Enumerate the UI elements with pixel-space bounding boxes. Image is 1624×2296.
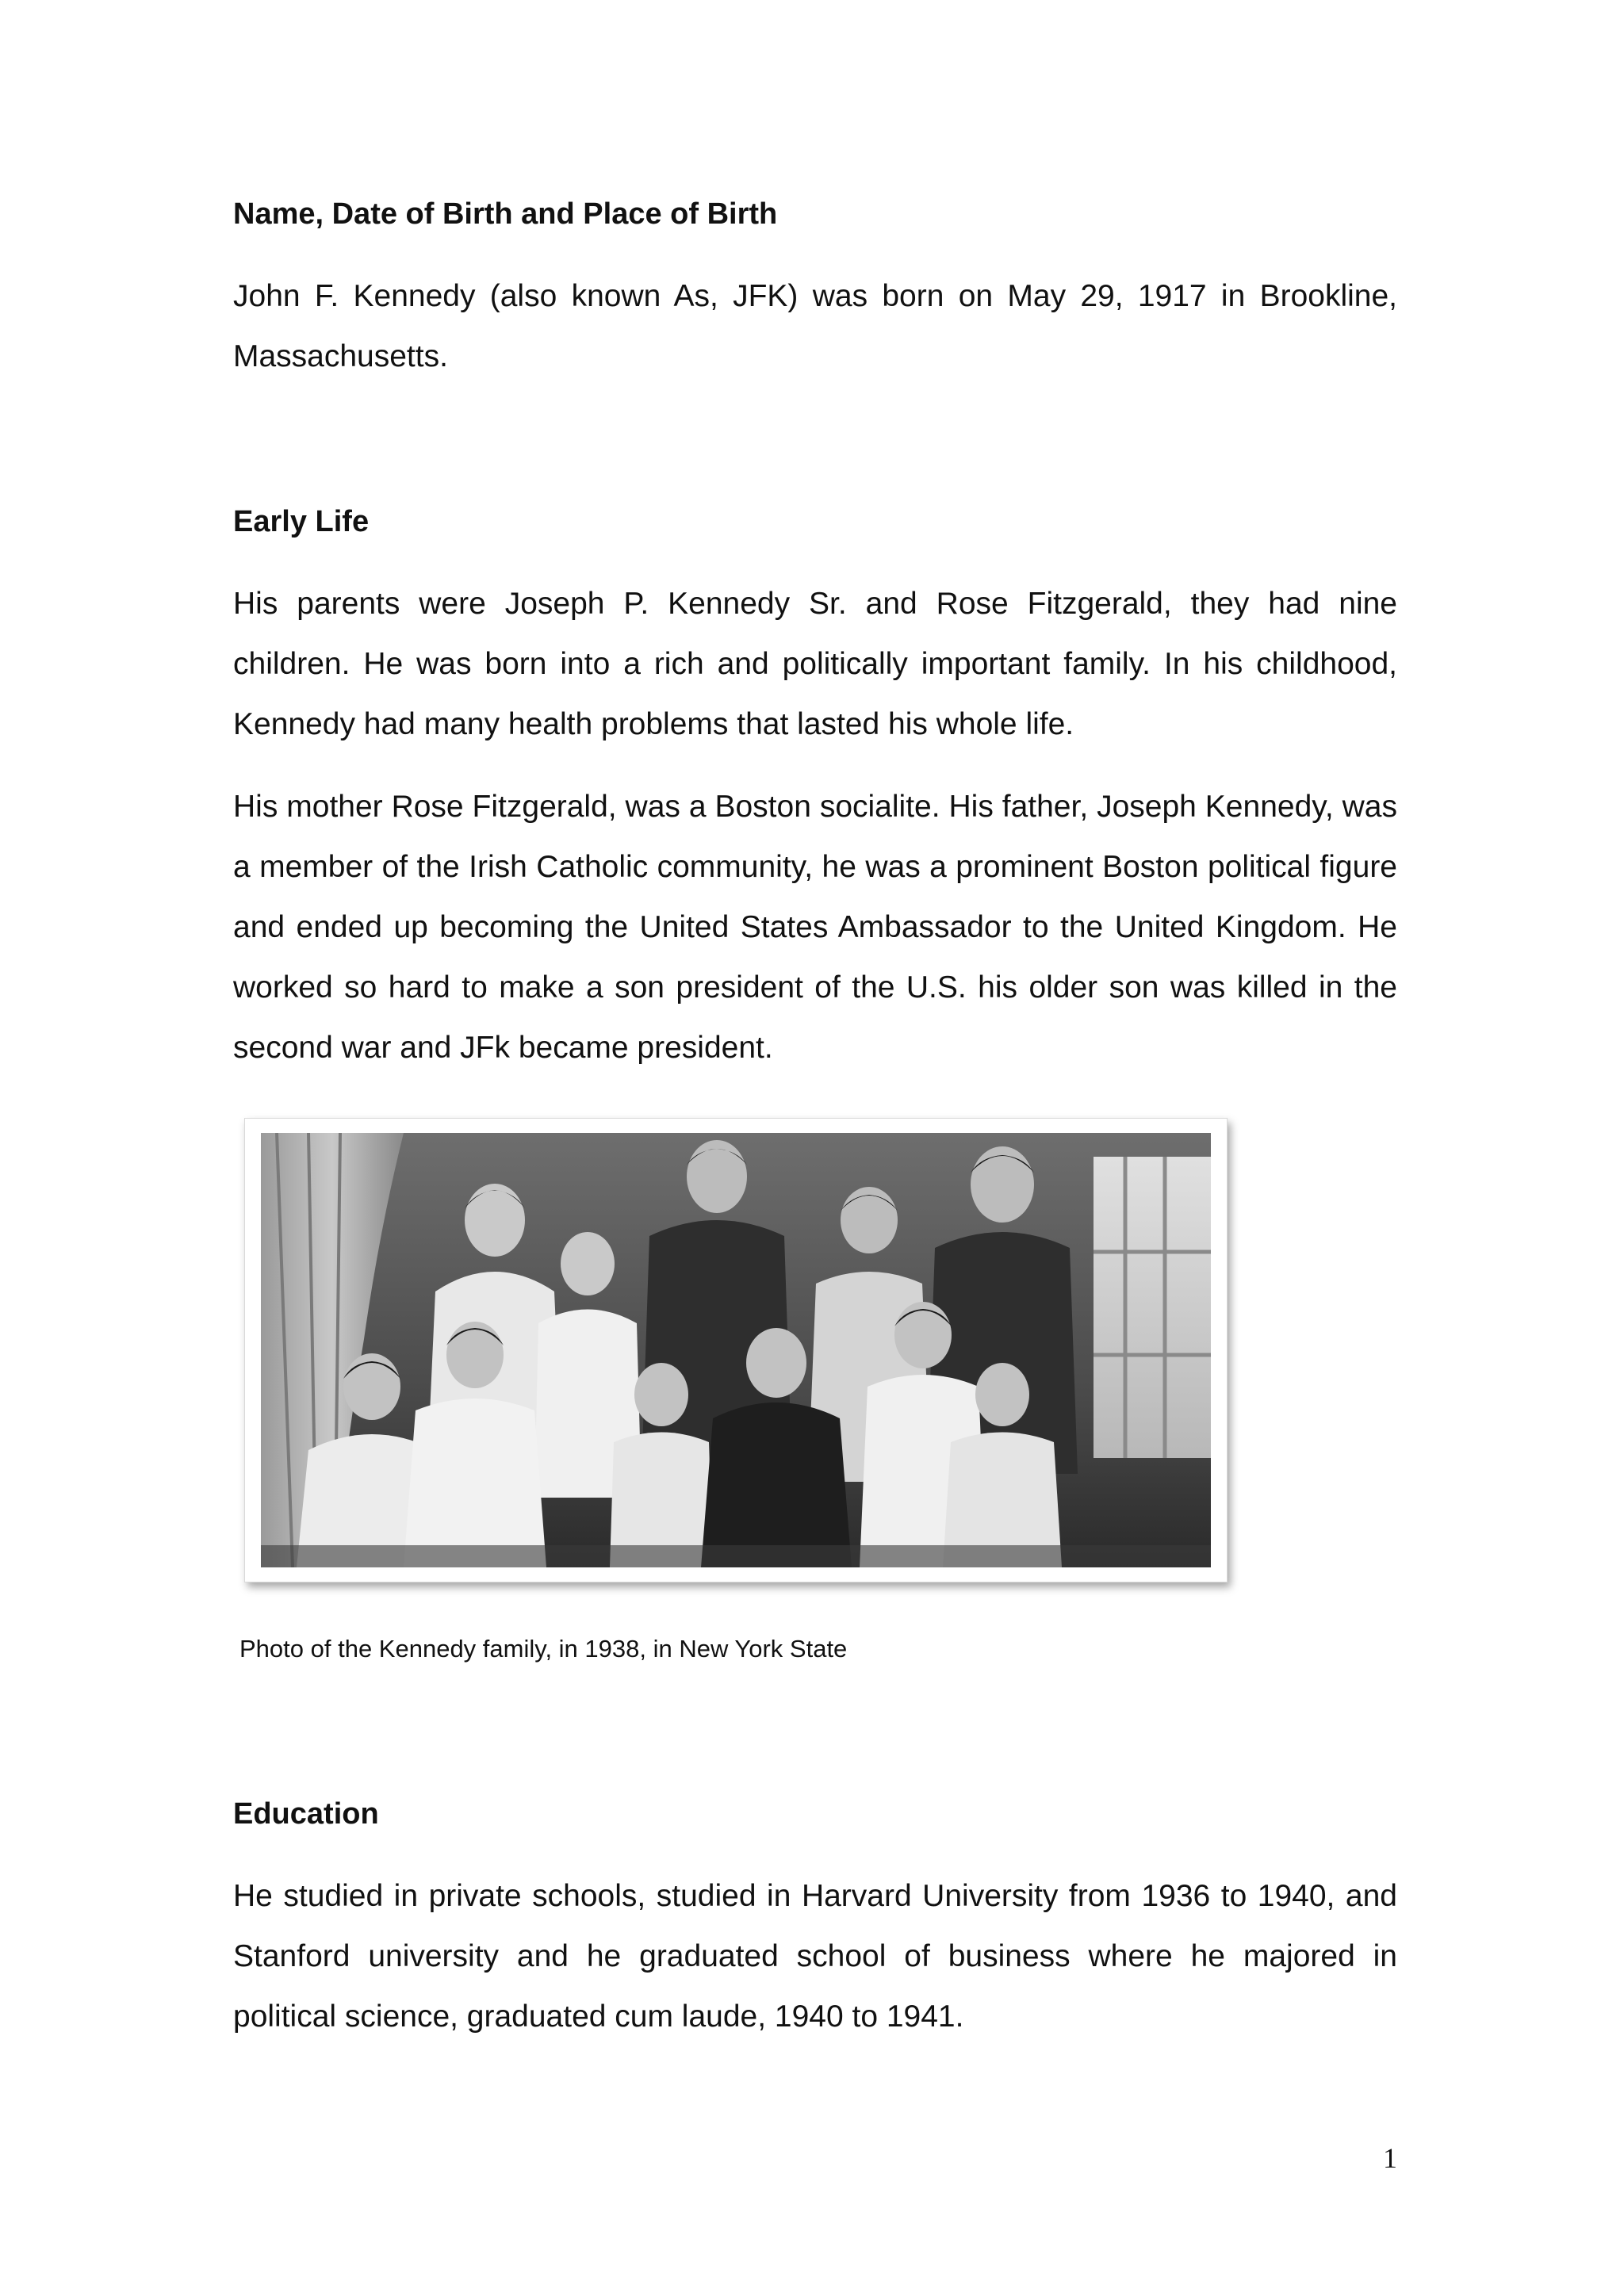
paragraph-birth: John F. Kennedy (also known As, JFK) was born on May 29, 1917 in Brookline, Massachusetts. (233, 279, 1397, 373)
heading-early-life: Early Life (233, 505, 370, 538)
heading-education: Education (233, 1797, 379, 1831)
paragraph-early-life-2: His mother Rose Fitzgerald, was a Boston socialite. His father, Joseph Kennedy, was a member of the Irish Catholic community, he was a prominent Boston political figure and ended up becoming the United States Ambassador to the United Kingdom. He worked so hard to make a son president of the U.S. his older son was killed in the second war and JFk became president. (233, 790, 1397, 1065)
figure-caption: Photo of the Kennedy family, in 1938, in New York State (239, 1635, 848, 1663)
family-photo-image (261, 1133, 1211, 1567)
heading-name-birth: Name, Date of Birth and Place of Birth (233, 197, 778, 231)
family-photo (244, 1118, 1228, 1582)
page-number: 1 (1383, 2142, 1397, 2174)
paragraph-early-life-1: His parents were Joseph P. Kennedy Sr. and Rose Fitzgerald, they had nine children. He was born into a rich and politically important family. In his childhood, Kennedy had many health problems that lasted his whole life. (233, 587, 1397, 741)
paragraph-education: He studied in private schools, studied in Harvard University from 1936 to 1940, and Stanford university and he graduated school of business where he majored in political science, graduated cum laude, 1940 to 1941. (233, 1879, 1397, 2034)
